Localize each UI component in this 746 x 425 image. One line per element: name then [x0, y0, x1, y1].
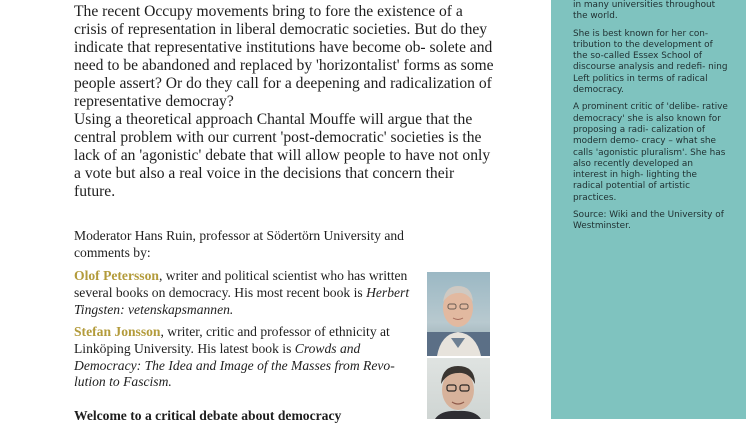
bio-text: , writer, critic and professor of ethnicity at Linköping University. His latest book is [74, 324, 390, 356]
closing-line: Welcome to a critical debate about democracy [74, 408, 342, 423]
book-title: Crowds and Democracy: The Idea and Image of the Masses from Revo- lution to Fascism. [74, 340, 395, 390]
bio-stefan-jonsson [74, 324, 419, 391]
bio-olof-petersson [74, 268, 419, 318]
sidebar-para-2: She is best known for her con- tribution to the development of the so-called Essex School of discourse analysis and redefi- ning Left politics in terms of radical democracy. [573, 28, 728, 96]
portrait-stefan-jonsson [427, 358, 490, 419]
sidebar-text [573, 0, 729, 239]
author-sidebar [551, 0, 746, 419]
sidebar-para-1: in many universities throughout the world. [573, 0, 716, 22]
argument-paragraph: Using a theoretical approach Chantal Mouffe will argue that the central problem with our current 'post-democratic' societies is the lack of an 'agonistic' debate that will allow people to have not only a vote but also a real voice in the decisions that concern their future. [74, 111, 491, 201]
speaker-name: Olof Petersson [74, 268, 159, 283]
intro-paragraph: The recent Occupy movements bring to fore the existence of a crisis of representation in liberal democratic societies. But do they indicate that representative institutions have become ob- solete and need to be abandoned and replaced by 'horizontalist' forms as some people assert? Or do they call for a deepening and radicalization of representative democray? [74, 3, 494, 111]
speaker-name: Stefan Jonsson [74, 324, 161, 339]
portrait-olof-petersson [427, 272, 490, 356]
sidebar-para-3: A prominent critic of 'delibe- rative democracy' she is also known for proposing a radi- calization of modern demo- cracy – what she calls 'agonistic pluralism'. She has also recently developed an interest in high- lighting the radical potential of artistic practices. [573, 102, 728, 203]
sidebar-para-4: Source: Wiki and the University of Westminster. [573, 210, 724, 232]
book-title: Herbert Tingsten: vetenskapsmannen. [74, 284, 410, 317]
bio-text: , writer and political scientist who has written several books on democracy. His most recent book is [74, 268, 408, 300]
moderator-text: Moderator Hans Ruin, professor at Södertörn University and comments by: [74, 228, 404, 260]
